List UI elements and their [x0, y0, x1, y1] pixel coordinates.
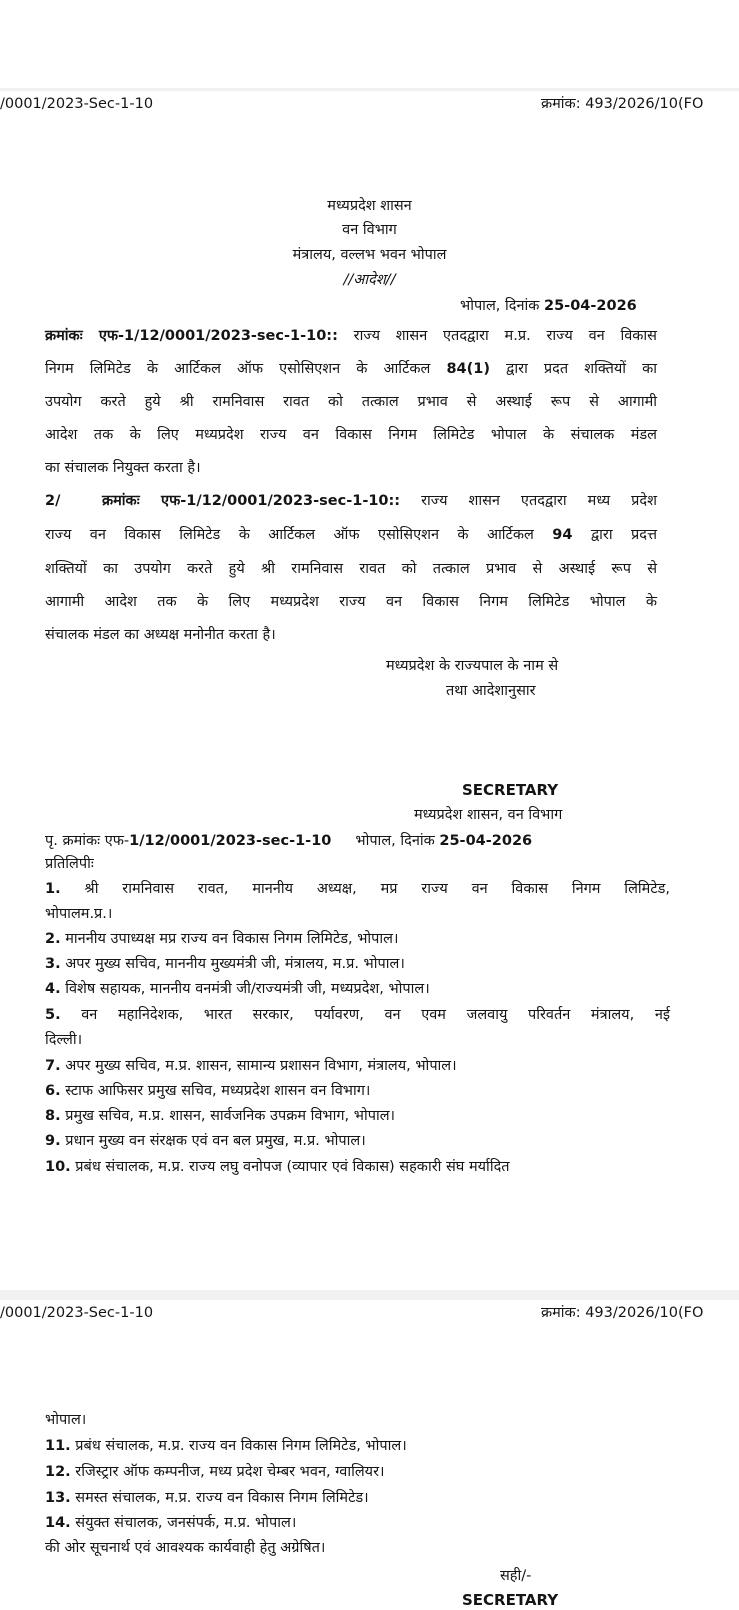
governor-authority-line1: मध्यप्रदेश के राज्यपाल के नाम से — [386, 658, 559, 674]
signed-mark: सही/- — [500, 1568, 532, 1584]
copy-text: अपर मुख्य सचिव, माननीय मुख्यमंत्री जी, मंत्रालय, म.प्र. भोपाल। — [60, 956, 405, 972]
copy-number: 5. — [45, 1007, 61, 1023]
copy-item — [45, 1436, 407, 1456]
copy-text: स्टाफ आफिसर प्रमुख सचिव, मध्यप्रदेश शासन वन विभाग। — [60, 1083, 371, 1099]
para1-ref: क्रमांकः एफ-1/12/0001/2023-sec-1-10:: — [45, 328, 338, 344]
closing-line: की ओर सूचनार्थ एवं आवश्यक कार्यवाही हेतु अग्रेषित। — [45, 1540, 326, 1556]
order-date-line — [460, 296, 637, 316]
header-order-number: क्रमांक: 493/2026/10(FO — [541, 1305, 704, 1321]
copy-text: प्रबंध संचालक, म.प्र. राज्य लघु वनोपज (व्यापार एवं विकास) सहकारी संघ मर्यादित — [70, 1159, 510, 1175]
copy-item — [45, 1131, 366, 1151]
endorsement-prefix: पृ. क्रमांकः एफ- — [45, 833, 130, 849]
date-prefix: भोपाल, दिनांक — [460, 298, 544, 314]
signatory-department: मध्यप्रदेश शासन, वन विभाग — [414, 807, 563, 823]
copy-number: 13. — [45, 1490, 71, 1506]
copy-number: 8. — [45, 1108, 61, 1124]
copy-text: रजिस्ट्रार ऑफ कम्पनीज, मध्य प्रदेश चेम्बर भवन, ग्वालियर। — [70, 1464, 385, 1480]
copy-text: प्रबंध संचालक, म.प्र. राज्य वन विकास निगम लिमिटेड, भोपाल। — [70, 1438, 407, 1454]
page-header — [0, 1300, 739, 1326]
copy-number: 4. — [45, 981, 61, 997]
office-address: मंत्रालय, वल्लभ भवन भोपाल — [292, 247, 447, 263]
order-title: //आदेश// — [343, 272, 396, 288]
para2-line2-b: द्वारा प्रदत्त — [572, 527, 657, 543]
copy-text: माननीय उपाध्यक्ष मप्र राज्य वन विकास निगम लिमिटेड, भोपाल। — [60, 931, 399, 947]
signatory-title: SECRETARY — [462, 1591, 559, 1609]
para2-line2 — [45, 525, 657, 545]
copy-item-continuation: भोपालम.प्र.। — [45, 906, 113, 922]
endorsement-line — [45, 831, 532, 851]
copy-item — [45, 1056, 457, 1076]
copy-text: संयुक्त संचालक, जनसंपर्क, म.प्र. भोपाल। — [70, 1515, 297, 1531]
endorsement-place: भोपाल, दिनांक — [355, 833, 440, 849]
para1-line2-a: निगम लिमिटेड के आर्टिकल ऑफ एसोसिएशन के आर्टिकल — [45, 361, 447, 377]
copy-item — [45, 954, 405, 974]
copy-number: 12. — [45, 1464, 71, 1480]
para1-article-number: 84(1) — [446, 361, 490, 377]
copy-text: प्रधान मुख्य वन संरक्षक एवं वन बल प्रमुख, म.प्र. भोपाल। — [60, 1133, 366, 1149]
para2-line4: आगामी आदेश तक के लिए मध्यप्रदेश राज्य वन विकास निगम लिमिटेड भोपाल के — [45, 594, 657, 610]
para2-line1-text: राज्य शासन एतदद्वारा मध्य प्रदेश — [400, 493, 657, 509]
copy-item-continuation: दिल्ली। — [45, 1032, 83, 1048]
para1-line4: आदेश तक के लिए मध्यप्रदेश राज्य वन विकास निगम लिमिटेड भोपाल के संचालक मंडल — [45, 427, 657, 443]
copy-item — [45, 1157, 510, 1177]
copy-heading: प्रतिलिपीः — [45, 856, 94, 872]
copy-text: वन महानिदेशक, भारत सरकार, पर्यावरण, वन एवम जलवायु परिवर्तन मंत्रालय, नई — [60, 1007, 670, 1023]
para2-ref: क्रमांकः एफ-1/12/0001/2023-sec-1-10:: — [102, 493, 401, 509]
para2-line5: संचालक मंडल का अध्यक्ष मनोनीत करता है। — [45, 627, 276, 643]
para1-line5: का संचालक नियुक्त करता है। — [45, 460, 201, 476]
header-file-ref: /0001/2023-Sec-1-10 — [0, 96, 154, 112]
header-file-ref: /0001/2023-Sec-1-10 — [0, 1305, 154, 1321]
copy-item — [45, 1081, 370, 1101]
para2-article-number: 94 — [552, 527, 573, 543]
para2-line2-a: राज्य वन विकास लिमिटेड के आर्टिकल ऑफ एसोसिएशन के आर्टिकल — [45, 527, 553, 543]
endorsement-ref: 1/12/0001/2023-sec-1-10 — [129, 833, 332, 849]
copy-number: 2. — [45, 931, 61, 947]
copy-item — [45, 1462, 385, 1482]
department-name: वन विभाग — [342, 222, 397, 238]
copy-text: विशेष सहायक, माननीय वनमंत्री जी/राज्यमंत्री जी, मध्यप्रदेश, भोपाल। — [60, 981, 430, 997]
copy-number: 6. — [45, 1083, 61, 1099]
para1-line2 — [45, 359, 657, 379]
signatory-title: SECRETARY — [462, 781, 559, 799]
copy-number: 9. — [45, 1133, 61, 1149]
copy-text: अपर मुख्य सचिव, म.प्र. शासन, सामान्य प्रशासन विभाग, मंत्रालय, भोपाल। — [60, 1058, 457, 1074]
header-order-number: क्रमांक: 493/2026/10(FO — [541, 96, 704, 112]
para1-line3: उपयोग करते हुये श्री रामनिवास रावत को तत्काल प्रभाव से अस्थाई रूप से आगामी — [45, 394, 657, 410]
para1-line1-text: राज्य शासन एतदद्वारा म.प्र. राज्य वन विकास — [337, 328, 657, 344]
copy-item-continuation: भोपाल। — [45, 1412, 87, 1428]
para1-line1 — [45, 326, 657, 346]
copy-number: 10. — [45, 1159, 71, 1175]
govt-name: मध्यप्रदेश शासन — [327, 198, 412, 214]
copy-number: 7. — [45, 1058, 61, 1074]
para2-line3: शक्तियों का उपयोग करते हुये श्री रामनिवास रावत को तत्काल प्रभाव से अस्थाई रूप से — [45, 561, 657, 577]
copy-number: 14. — [45, 1515, 71, 1531]
copy-number: 11. — [45, 1438, 71, 1454]
governor-authority-line2: तथा आदेशानुसार — [446, 683, 536, 699]
copy-item — [45, 1488, 369, 1508]
copy-text: श्री रामनिवास रावत, माननीय अध्यक्ष, मप्र राज्य वन विकास निगम लिमिटेड, — [60, 881, 670, 897]
copy-item — [45, 1513, 296, 1533]
copy-item — [45, 1005, 670, 1025]
copy-item — [45, 1106, 395, 1126]
para2-line1 — [102, 491, 657, 511]
copy-item — [45, 879, 670, 899]
copy-number: 1. — [45, 881, 61, 897]
copy-text: समस्त संचालक, म.प्र. राज्य वन विकास निगम लिमिटेड। — [70, 1490, 369, 1506]
copy-item — [45, 929, 399, 949]
para2-number: 2/ — [45, 493, 61, 509]
endorsement-date: 25-04-2026 — [439, 833, 533, 849]
copy-item — [45, 979, 430, 999]
para1-line2-b: द्वारा प्रदत शक्तियों का — [489, 361, 658, 377]
copy-number: 3. — [45, 956, 61, 972]
copy-text: प्रमुख सचिव, म.प्र. शासन, सार्वजनिक उपक्रम विभाग, भोपाल। — [60, 1108, 396, 1124]
page-header — [0, 91, 739, 117]
order-date: 25-04-2026 — [544, 298, 637, 314]
